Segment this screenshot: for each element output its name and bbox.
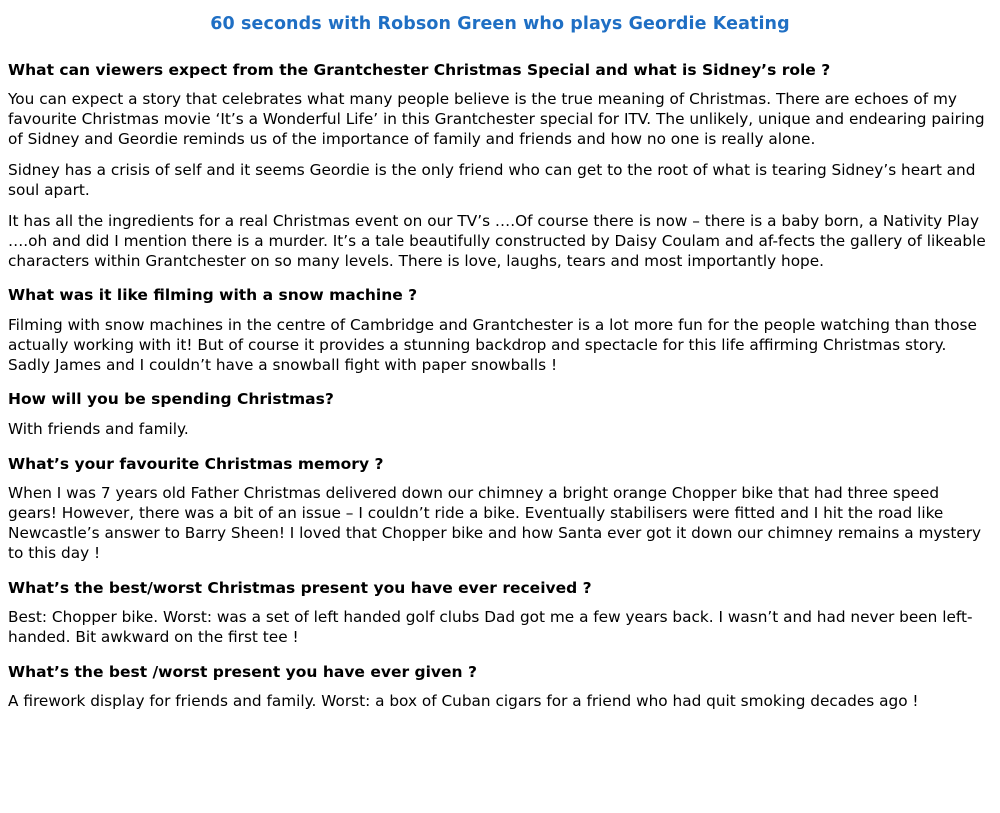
answer-paragraph: When I was 7 years old Father Christmas delivered down our chimney a bright orange Chopper bike that had three speed gears! However, there was a bit of an issue – I couldn’t ride a bike. Eventually stabilisers were fitted and I hit the road like Newcastle’s answer to Barry Sheen! I loved that Chopper bike and how Santa ever got it down our chimney remains a mystery to this day ! [8,484,982,562]
spacer [8,306,992,316]
spacer [8,150,992,161]
page-title: 60 seconds with Robson Green who plays Geordie Keating [210,14,790,34]
spacer [8,682,992,692]
spacer [8,564,992,579]
spacer [8,648,992,663]
qa-block-2 [8,286,992,375]
answer-paragraph: Best: Chopper bike. Worst: was a set of left handed golf clubs Dad got me a few years back. I wasn’t and had never been left-handed. Bit awkward on the first tee ! [8,607,973,646]
answer-paragraph: A firework display for friends and family. Worst: a box of Cuban cigars for a friend who had quit smoking decades ago ! [8,692,919,710]
spacer [8,271,992,286]
answer-paragraph: Sidney has a crisis of self and it seems Geordie is the only friend who can get to the root of what is tearing Sidney’s heart and soul apart. [8,161,976,199]
spacer [8,410,992,420]
question-heading: What’s the best/worst Christmas present you have ever received ? [8,578,592,597]
answer-paragraph: You can expect a story that celebrates what many people believe is the true meaning of Christmas. There are echoes of my favourite Christmas movie ‘It’s a Wonderful Life’ in this Grantchester special for ITV. The unlikely, unique and endearing pairing of Sidney and Geordie reminds us of the importance of family and friends and how no one is really alone. [8,90,985,149]
spacer [8,440,992,455]
question-heading: What’s your favourite Christmas memory ? [8,454,384,473]
qa-block-3 [8,390,992,439]
spacer [8,35,992,61]
question-heading: What’s the best /worst present you have ever given ? [8,662,477,681]
spacer [8,201,992,212]
spacer [8,474,992,484]
spacer [8,80,992,90]
spacer [8,598,992,608]
answer-paragraph: Filming with snow machines in the centre of Cambridge and Grantchester is a lot more fun for the people watching than those actually working with it! But of course it provides a stunning backdrop and spectacle for this life affirming Christmas story. Sadly James and I couldn’t have a snowball fight with paper snowballs ! [8,315,977,374]
question-heading: What was it like filming with a snow machine ? [8,286,418,305]
question-heading: What can viewers expect from the Grantchester Christmas Special and what is Sidney’s role ? [8,61,831,79]
question-heading: How will you be spending Christmas? [8,390,334,409]
answer-paragraph: With friends and family. [8,419,189,438]
qa-block-1 [8,61,992,271]
answer-paragraph: It has all the ingredients for a real Christmas event on our TV’s ….Of course there is now – there is a baby born, a Nativity Play ….oh and did I mention there is a murder. It’s a tale beautifully constructed by Daisy Coulam and af-fects the gallery of likeable characters within Grantchester on so many levels. There is love, laughs, tears and most importantly hope. [8,211,986,270]
qa-block-5 [8,579,992,648]
qa-block-6 [8,663,992,712]
spacer [8,375,992,390]
qa-block-4 [8,455,992,564]
